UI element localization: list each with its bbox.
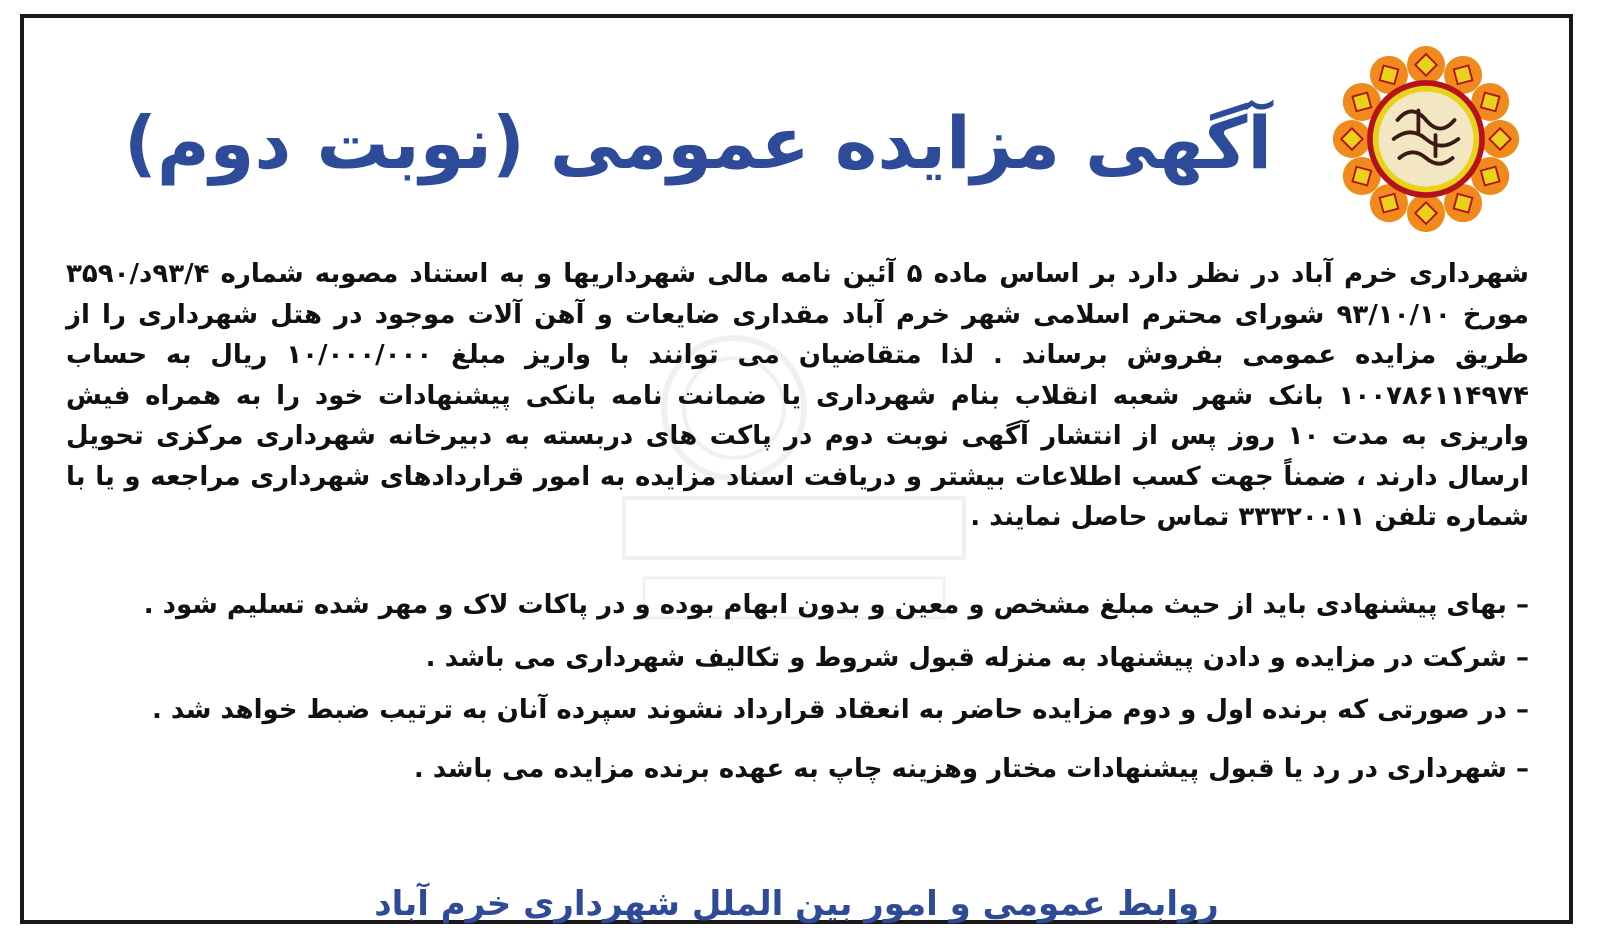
notice-signature: روابط عمومی و امور بین الملل شهرداری خرم آباد bbox=[374, 884, 1219, 924]
municipality-seal-icon bbox=[1331, 44, 1521, 234]
seal-petal-tile bbox=[1454, 66, 1473, 85]
seal-petal-tile bbox=[1380, 194, 1399, 213]
seal-petal-tile bbox=[1353, 167, 1372, 186]
seal-petal-tile bbox=[1454, 194, 1473, 213]
seal-petal-tile bbox=[1481, 167, 1500, 186]
notice-clauses bbox=[66, 585, 1529, 801]
seal-petal-tile bbox=[1353, 93, 1372, 112]
clause-item: – شهرداری در رد یا قبول پیشنهادات مختار وهزینه چاپ به عهده برنده مزایده می باشد . bbox=[413, 753, 1529, 784]
clause-item: – در صورتی که برنده اول و دوم مزایده حاضر به انعقاد قرارداد نشوند سپرده آنان به ترتیب ضبط خواهد شد . bbox=[151, 695, 1529, 725]
seal-petal-tile bbox=[1380, 66, 1399, 85]
clause-item: – شرکت در مزایده و دادن پیشنهاد به منزله قبول شروط و تکالیف شهرداری می باشد . bbox=[425, 642, 1529, 673]
seal-petal-tile bbox=[1481, 93, 1500, 112]
notice-body: شهرداری خرم آباد در نظر دارد بر اساس ماده ۵ آئین نامه مالی شهرداریها و به استناد مصوبه شماره ۹۳/۴د/۳۵۹۰ مورخ ۹۳/۱۰/۱۰ شورای محترم اسلامی شهر خرم آباد مقداری ضایعات و آهن آلات موجود در هتل شهرداری را از طریق مزایده عمومی بفروش برساند . لذا متقاضیان می توانند با واریز مبلغ ۱۰/۰۰۰/۰۰۰ ریال به حساب ۱۰۰۷۸۶۱۱۴۹۷۴ بانک شهر شعبه انقلاب بنام شهرداری یا ضمانت نامه بانکی پیشنهادات خود را به همراه فیش واریزی به مدت ۱۰ روز پس از انتشار آگهی نوبت دوم در پاکت های دربسته به دبیرخانه شهرداری مرکزی تحویل ارسال دارند ، ضمناً جهت کسب اطلاعات بیشتر و دریافت اسناد مزایده به امور قراردادهای شهرداری مراجعه و یا با شماره تلفن ۳۳۳۲۰۰۱۱ تماس حاصل نمایند . bbox=[66, 259, 1529, 532]
clause-item: – بهای پیشنهادی باید از حیث مبلغ مشخص و معین و بدون ابهام بوده و در پاکات لاک و مهر شده تسلیم شود . bbox=[143, 590, 1529, 620]
notice-frame bbox=[20, 14, 1573, 924]
notice-title: آگهی مزایده عمومی (نوبت دوم) bbox=[124, 101, 1273, 185]
